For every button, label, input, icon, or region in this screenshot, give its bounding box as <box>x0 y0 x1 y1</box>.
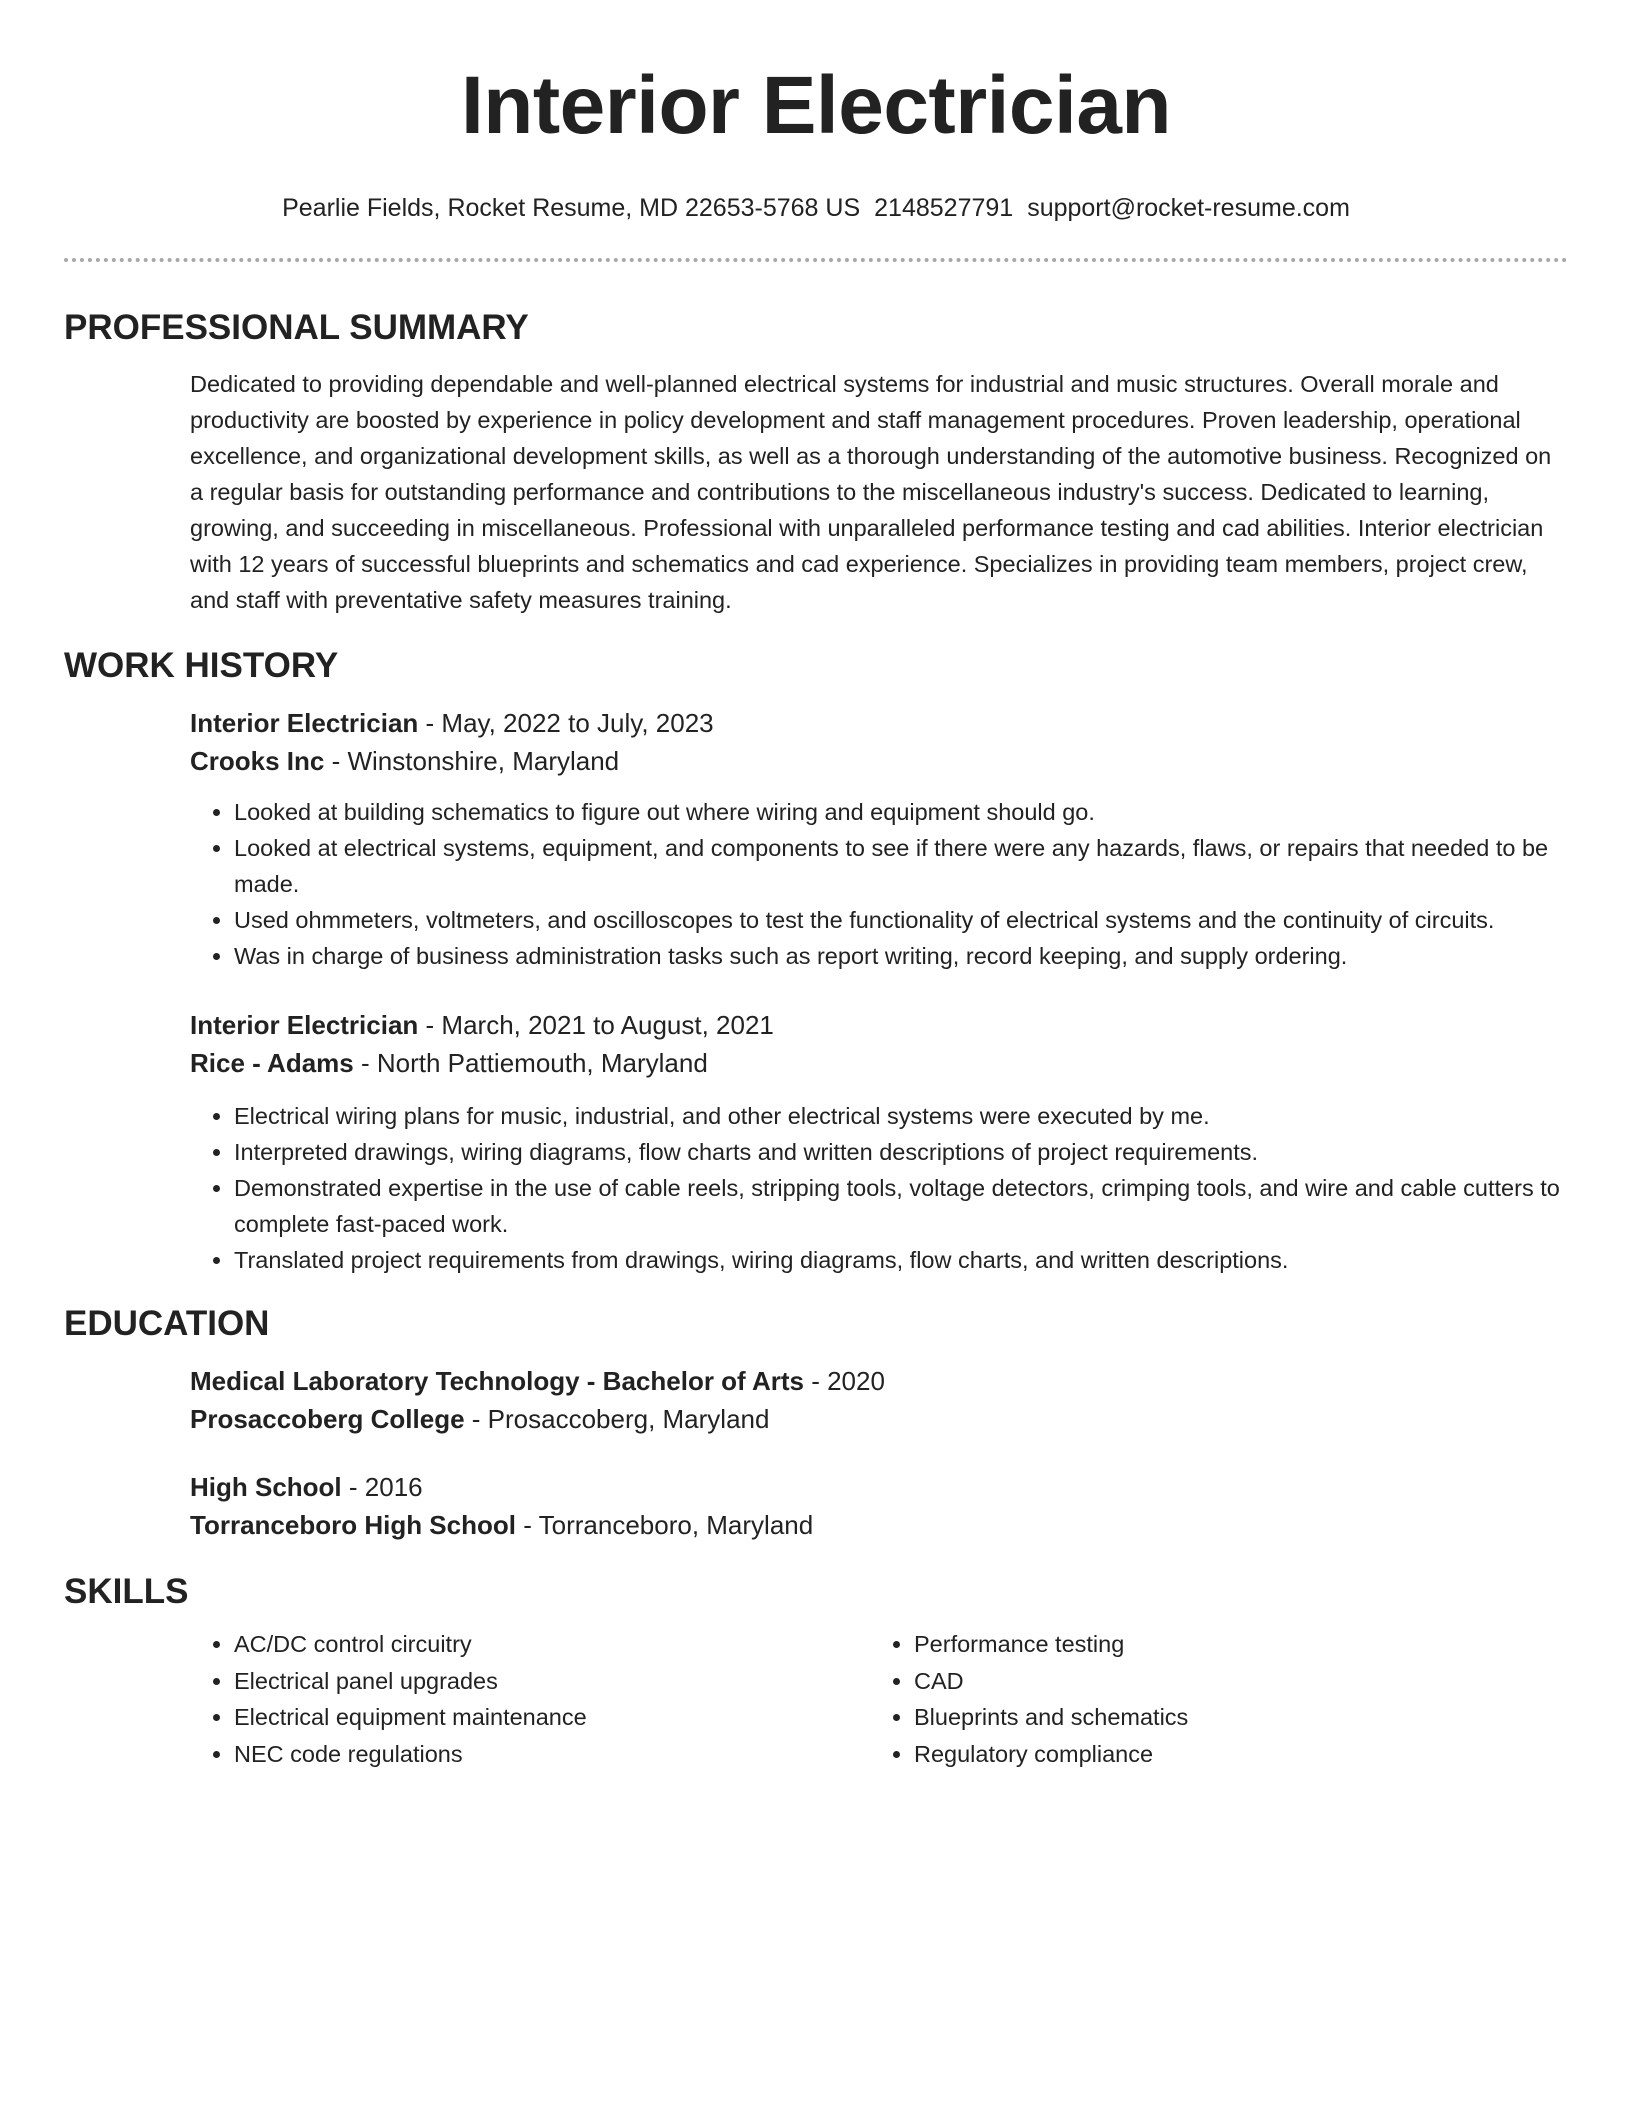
job-title-line <box>190 1006 1568 1044</box>
job-role: Interior Electrician <box>190 708 419 738</box>
job-location: - Winstonshire, Maryland <box>324 746 620 776</box>
skills-list-left <box>190 1626 870 1772</box>
degree-line <box>190 1362 1568 1400</box>
list-item: • Regulatory compliance <box>914 1736 1550 1773</box>
education-entry <box>190 1468 1568 1544</box>
job-company: Crooks Inc <box>190 746 325 776</box>
list-item: • Looked at building schematics to figure out where wiring and equipment should go. <box>234 794 1568 830</box>
school-location: - Torranceboro, Maryland <box>515 1510 814 1540</box>
list-item: • Was in charge of business administration tasks such as report writing, record keeping, and supply ordering. <box>234 938 1568 974</box>
school-location: - Prosaccoberg, Maryland <box>464 1404 770 1434</box>
school-line <box>190 1506 1568 1544</box>
contact-address: Pearlie Fields, Rocket Resume, MD 22653-5768 US <box>282 194 861 222</box>
list-item: • Looked at electrical systems, equipment, and components to see if there were any hazards, flaws, or repairs that needed to be made. <box>234 830 1568 902</box>
job-company: Rice - Adams <box>190 1048 354 1078</box>
job-location: - North Pattiemouth, Maryland <box>353 1048 708 1078</box>
work-section <box>64 644 1568 1278</box>
job-entry <box>190 1006 1568 1278</box>
list-item: • Electrical equipment maintenance <box>234 1699 870 1736</box>
degree-line <box>190 1468 1568 1506</box>
summary-text: Dedicated to providing dependable and well-planned electrical systems for industrial and music structures. Overall morale and productivity are boosted by experience in policy development and staff management procedures. Proven leadership, operational excellence, and organizational development skills, as well as a thorough understanding of the automotive business. Recognized on a regular basis for outstanding performance and contributions to the miscellaneous industry's success. Dedicated to learning, growing, and succeeding in miscellaneous. Professional with unparalleled performance testing and cad abilities. Interior electrician with 12 years of successful blueprints and schematics and cad experience. Specializes in providing team members, project crew, and staff with preventative safety measures training. <box>190 371 1552 613</box>
job-company-line <box>190 742 1568 780</box>
contact-phone: 2148527791 <box>874 194 1014 222</box>
job-bullets <box>190 1098 1568 1278</box>
list-item: • Performance testing <box>914 1626 1550 1663</box>
job-dates: - May, 2022 to July, 2023 <box>418 708 714 738</box>
summary-section <box>64 306 1568 618</box>
degree-year: - 2016 <box>341 1472 423 1502</box>
job-company-line <box>190 1044 1568 1082</box>
header-divider <box>64 258 1568 262</box>
work-heading: WORK HISTORY <box>64 646 339 685</box>
candidate-title: Interior Electrician <box>460 60 1172 151</box>
list-item: • Electrical panel upgrades <box>234 1663 870 1700</box>
list-item: • CAD <box>914 1663 1550 1700</box>
skills-grid <box>190 1626 1568 1772</box>
list-item: • Blueprints and schematics <box>914 1699 1550 1736</box>
summary-heading: PROFESSIONAL SUMMARY <box>64 308 529 347</box>
degree-year: - 2020 <box>803 1366 885 1396</box>
job-bullets <box>190 794 1568 974</box>
school-name: Prosaccoberg College <box>190 1404 465 1434</box>
list-item: • Electrical wiring plans for music, industrial, and other electrical systems were executed by me. <box>234 1098 1568 1134</box>
list-item: • Interpreted drawings, wiring diagrams, flow charts and written descriptions of project requirements. <box>234 1134 1568 1170</box>
list-item: • NEC code regulations <box>234 1736 870 1773</box>
list-item: • Used ohmmeters, voltmeters, and oscilloscopes to test the functionality of electrical systems and the continuity of circuits. <box>234 902 1568 938</box>
job-title-line <box>190 704 1568 742</box>
degree-name: High School <box>190 1472 342 1502</box>
job-dates: - March, 2021 to August, 2021 <box>418 1010 774 1040</box>
list-item: • Demonstrated expertise in the use of cable reels, stripping tools, voltage detectors, crimping tools, and wire and cable cutters to complete fast-paced work. <box>234 1170 1568 1242</box>
education-heading: EDUCATION <box>64 1304 270 1343</box>
school-line <box>190 1400 1568 1438</box>
skills-heading: SKILLS <box>64 1572 189 1611</box>
job-role: Interior Electrician <box>190 1010 419 1040</box>
school-name: Torranceboro High School <box>190 1510 516 1540</box>
degree-name: Medical Laboratory Technology - Bachelor of Arts <box>190 1366 804 1396</box>
skills-section <box>64 1570 1568 1772</box>
list-item: • Translated project requirements from drawings, wiring diagrams, flow charts, and written descriptions. <box>234 1242 1568 1278</box>
job-entry <box>190 704 1568 974</box>
contact-email: support@rocket-resume.com <box>1027 194 1350 222</box>
list-item: • AC/DC control circuitry <box>234 1626 870 1663</box>
skills-list-right <box>870 1626 1550 1772</box>
education-section <box>64 1302 1568 1544</box>
education-entry <box>190 1362 1568 1438</box>
contact-line <box>64 192 1568 224</box>
